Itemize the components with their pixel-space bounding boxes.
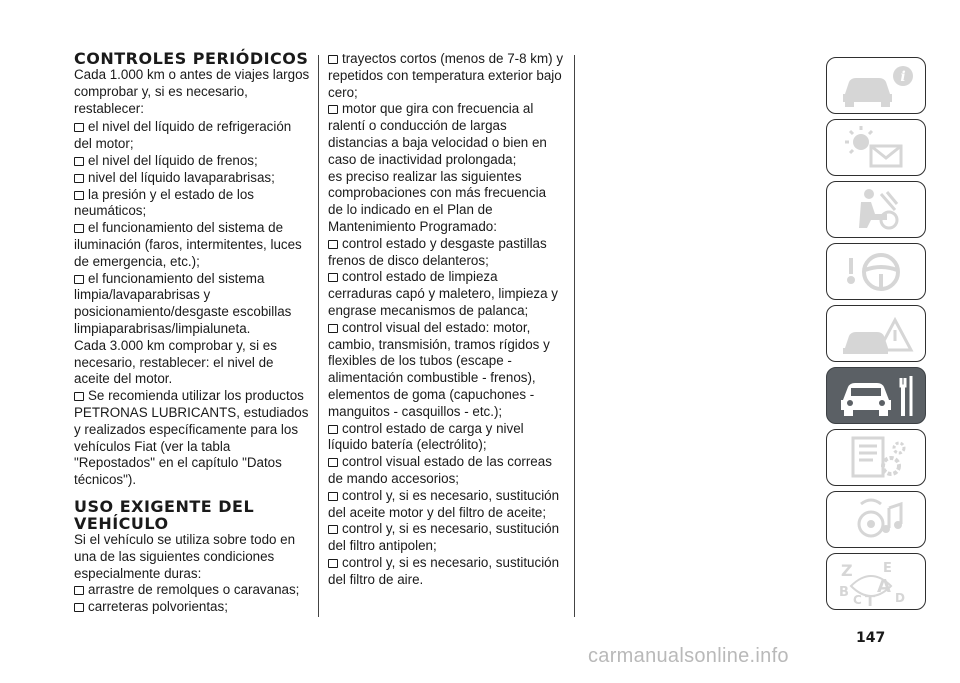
bullet-item: el funcionamiento del sistema de iluminación (faros, intermitentes, luces de emergencia, etc.);	[74, 220, 302, 269]
bullet-square-icon	[74, 174, 84, 183]
left-column	[74, 50, 310, 616]
svg-text:E: E	[883, 560, 892, 576]
tab-warning-lights[interactable]	[826, 119, 926, 176]
index-icon	[831, 556, 921, 608]
svg-text:B: B	[839, 584, 849, 600]
bullet-square-icon	[328, 458, 338, 467]
bullet-item: control y, si es necesario, sustitución del aceite motor y del filtro de aceite;	[328, 487, 560, 520]
bullet-square-icon	[74, 603, 84, 612]
bullet-item: el nivel del líquido de frenos;	[74, 153, 310, 170]
tab-maintenance[interactable]	[826, 367, 926, 424]
page-number: 147	[856, 630, 886, 646]
bullet-item: carreteras polvorientas;	[74, 599, 310, 616]
tab-steering-wheel[interactable]	[826, 243, 926, 300]
bullet-item: arrastre de remolques o caravanas;	[74, 582, 310, 599]
column-divider	[574, 55, 575, 617]
paragraph: Cada 3.000 km comprobar y, si es necesario, restablecer: el nivel de aceite del motor.	[74, 337, 277, 387]
bullet-square-icon	[328, 55, 338, 64]
svg-text:T: T	[865, 591, 876, 608]
svg-text:i: i	[900, 68, 906, 85]
heading-uso-exigente: USO EXIGENTE DEL VEHÍCULO	[74, 496, 255, 533]
bullet-item: la presión y el estado de los neumáticos;	[74, 186, 254, 219]
paragraph: Cada 1.000 km o antes de viajes largos comprobar y, si es necesario, restablecer:	[74, 67, 310, 116]
tab-car-info[interactable]	[826, 57, 926, 114]
bullet-square-icon	[328, 324, 338, 333]
bullet-item: Se recomienda utilizar los productos PETRONAS LUBRICANTS, estudiados y realizados específicamente para los vehículos Fiat (ver la tabla "Repostados" en el capítulo "Datos técnicos").	[74, 388, 309, 488]
warning-lights-icon	[831, 122, 921, 174]
bullet-square-icon	[74, 392, 84, 401]
svg-text:A: A	[877, 575, 891, 597]
bullet-item: control visual estado de las correas de mando accesorios;	[328, 454, 552, 486]
bullet-square-icon	[74, 123, 84, 132]
technical-data-icon	[831, 432, 921, 484]
svg-text:Z: Z	[841, 560, 853, 580]
watermark: carmanualsonline.info	[588, 645, 789, 667]
heading-controles-periodicos: CONTROLES PERIÓDICOS	[74, 49, 309, 68]
multimedia-icon	[831, 494, 921, 546]
bullet-item: control estado de carga y nivel líquido batería (electrólito);	[328, 420, 524, 453]
car-info-icon	[831, 60, 921, 112]
bullet-item: el funcionamiento del sistema limpia/lavaparabrisas y posicionamiento/desgaste escobillas limpiaparabrisas/limpialuneta.	[74, 270, 292, 336]
seat-airbag-icon	[831, 184, 921, 236]
paragraph: Si el vehículo se utiliza sobre todo en una de las siguientes condiciones especialmente duras:	[74, 531, 296, 581]
tab-technical-data[interactable]	[826, 429, 926, 486]
bullet-square-icon	[328, 525, 338, 534]
bullet-item: control y, si es necesario, sustitución del filtro antipolen;	[328, 521, 560, 554]
svg-text:C: C	[853, 592, 862, 607]
tab-seat-airbag[interactable]	[826, 181, 926, 238]
chapter-tabs	[826, 57, 930, 615]
bullet-square-icon	[74, 191, 84, 200]
bullet-square-icon	[74, 224, 84, 233]
bullet-square-icon	[74, 275, 84, 284]
bullet-item: control estado de limpieza cerraduras capó y maletero, limpieza y engrase mecanismos de palanca;	[328, 269, 558, 318]
tab-multimedia[interactable]	[826, 491, 926, 548]
bullet-item: control visual del estado: motor, cambio, transmisión, tramos rígidos y flexibles de los tubos (escape - alimentación combustible - frenos), elementos de goma (capuchones - manguitos - casquillos - etc.);	[328, 319, 550, 419]
car-emergency-icon	[831, 308, 921, 360]
car-maintenance-icon	[831, 370, 921, 422]
bullet-square-icon	[328, 492, 338, 501]
bullet-item: control y, si es necesario, sustitución del filtro de aire.	[328, 554, 560, 587]
bullet-item: motor que gira con frecuencia al ralentí o conducción de largas distancias a baja velocidad o bien en caso de inactividad prolongada;	[328, 101, 547, 167]
tab-car-emergency[interactable]	[826, 305, 926, 362]
bullet-square-icon	[328, 559, 338, 568]
svg-text:D: D	[895, 590, 905, 605]
bullet-item: el nivel del líquido de refrigeración del motor;	[74, 119, 292, 152]
bullet-item: nivel del líquido lavaparabrisas;	[74, 170, 310, 187]
bullet-square-icon	[328, 273, 338, 282]
bullet-square-icon	[328, 425, 338, 434]
bullet-item: trayectos cortos (menos de 7-8 km) y repetidos con temperatura exterior bajo cero;	[328, 51, 564, 100]
bullet-square-icon	[74, 586, 84, 595]
paragraph: es preciso realizar las siguientes comprobaciones con más frecuencia de lo indicado en el Plan de Mantenimiento Programado:	[328, 168, 547, 234]
right-column	[328, 51, 564, 589]
bullet-item: control estado y desgaste pastillas frenos de disco delanteros;	[328, 235, 547, 268]
bullet-square-icon	[328, 105, 338, 114]
steering-wheel-icon	[831, 246, 921, 298]
column-divider	[318, 55, 319, 617]
bullet-square-icon	[74, 157, 84, 166]
bullet-square-icon	[328, 240, 338, 249]
tab-index[interactable]	[826, 553, 926, 610]
